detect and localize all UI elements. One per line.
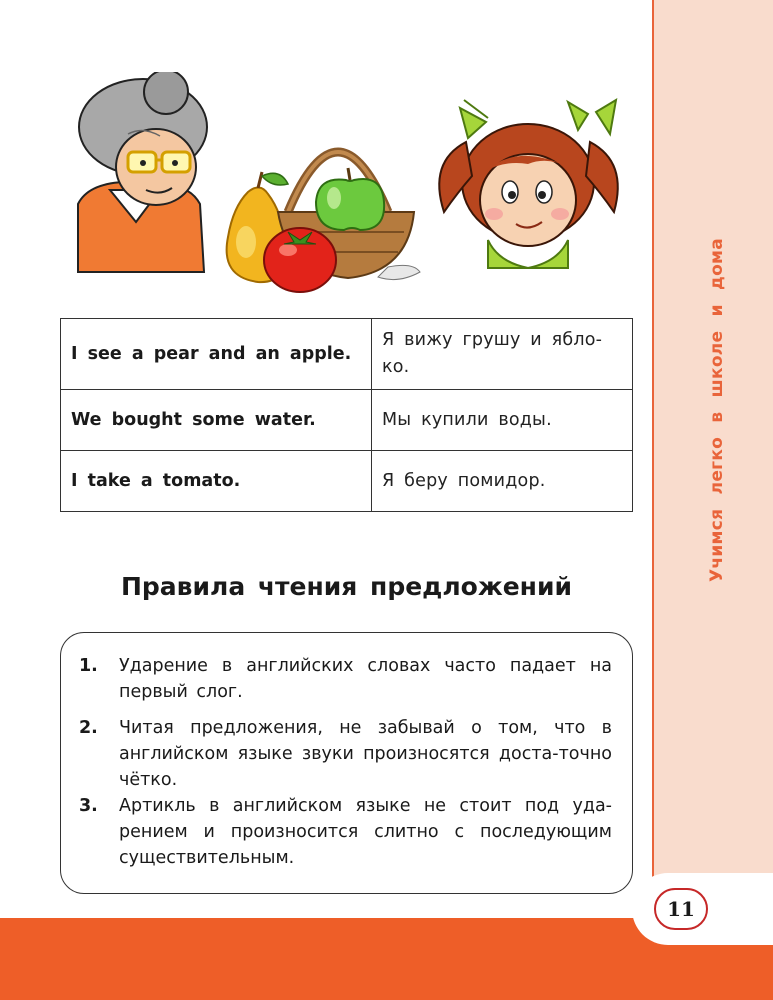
english-phrase: We bought some water. — [61, 390, 372, 451]
running-title: Учимся легко в школе и дома — [707, 237, 727, 583]
rules-box — [60, 632, 633, 894]
english-phrase: I take a tomato. — [61, 451, 372, 512]
rule-item — [79, 715, 612, 793]
table-row — [61, 319, 633, 390]
english-phrase: I see a pear and an apple. — [61, 319, 372, 390]
table-row — [61, 390, 633, 451]
rule-item — [79, 793, 612, 871]
rule-number: 2. — [79, 718, 98, 738]
illustration — [48, 72, 648, 312]
phrases-table — [60, 318, 633, 512]
rule-number: 3. — [79, 796, 98, 816]
girl-icon — [439, 100, 618, 268]
grandmother-icon — [78, 72, 207, 272]
russian-phrase: Мы купили воды. — [372, 390, 633, 451]
rule-text: Ударение в английских словах часто падает на первый слог. — [119, 656, 612, 702]
rule-text: Артикль в английском языке не стоит под уда-рением и произносится слитно с последующим существительным. — [119, 796, 612, 868]
rule-text: Читая предложения, не забывай о том, что в английском языке звуки произносятся доста-точно чётко. — [119, 718, 612, 790]
tomato-icon — [264, 228, 336, 292]
rule-number: 1. — [79, 656, 98, 676]
russian-phrase: Я вижу грушу и ябло- ко. — [372, 319, 633, 390]
section-title: Правила чтения предложений — [120, 572, 572, 601]
rule-item — [79, 653, 612, 705]
page-number: 11 — [654, 888, 708, 930]
side-bar-edge — [652, 0, 654, 1000]
russian-phrase: Я беру помидор. — [372, 451, 633, 512]
table-row — [61, 451, 633, 512]
